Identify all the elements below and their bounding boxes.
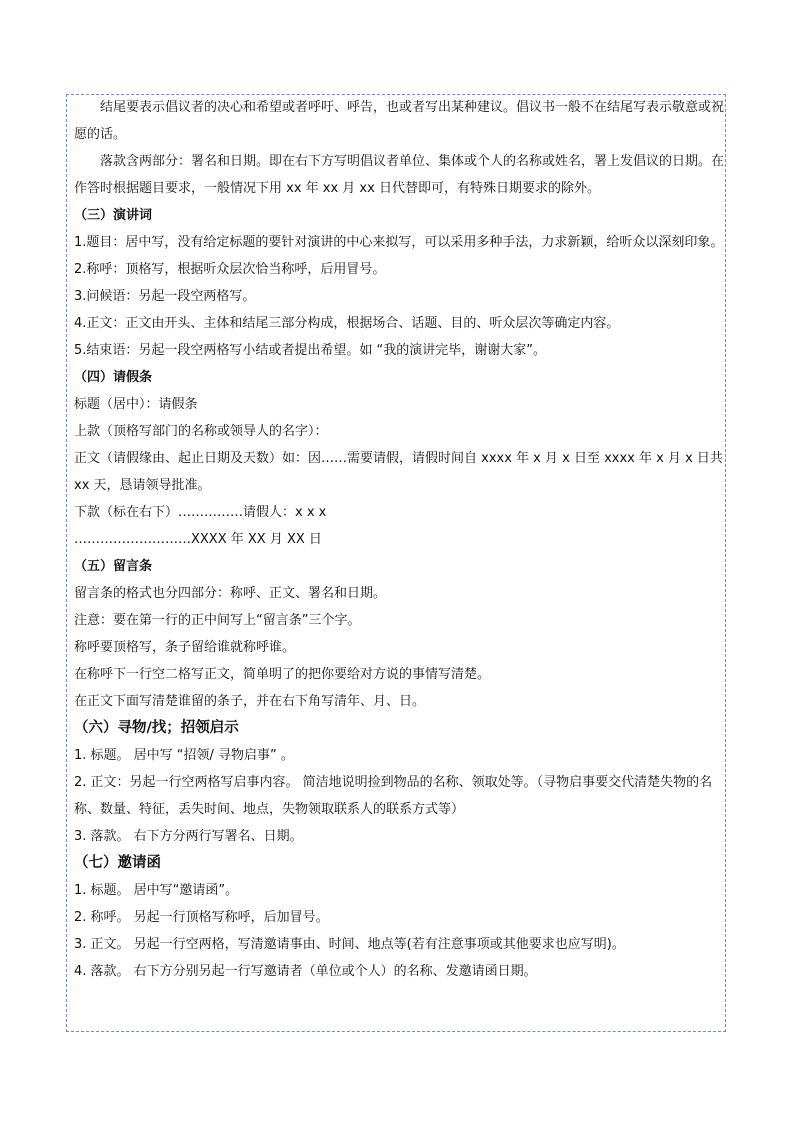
paragraph-signature: 落款含两部分：署名和日期。即在右下方写明倡议者单位、集体或个人的名称或姓名，署上发倡议的日期。在作答时根据题目要求，一般情况下用 xx 年 xx 月 xx 日代替即可，有特殊日期要求的除外。 bbox=[74, 154, 725, 196]
list-item: 3. 落款。 右下方分两行写署名、日期。 bbox=[74, 829, 303, 844]
list-item: 称呼要顶格写，条子留给谁就称呼谁。 bbox=[74, 640, 296, 655]
section-heading-lost-found: （六）寻物/找；招领启示 bbox=[74, 720, 239, 736]
list-item: 3.问候语：另起一段空两格写。 bbox=[74, 289, 256, 304]
list-item: 正文（请假缘由、起止日期及天数）如：因……需要请假，请假时间自 xxxx 年 x 月 x 日至 xxxx 年 x 月 x 日共 xx 天，恳请领导批准。 bbox=[74, 451, 723, 493]
section-heading-message-note: （五）留言条 bbox=[74, 559, 153, 574]
list-item: 上款（顶格写部门的名称或领导人的名字）： bbox=[74, 424, 328, 439]
list-item: 4.正文：正文由开头、主体和结尾三部分构成，根据场合、话题、目的、听众层次等确定内容。 bbox=[74, 316, 620, 331]
section-heading-invitation: （七）邀请函 bbox=[74, 855, 161, 871]
list-item: 在正文下面写清楚谁留的条子，并在右下角写清年、月、日。 bbox=[74, 694, 426, 709]
list-item: 2. 称呼。 另起一行顶格写称呼，后加冒号。 bbox=[74, 910, 329, 925]
list-item: 下款（标在右下）……………请假人：x x x bbox=[74, 505, 327, 520]
section-heading-speech: （三）演讲词 bbox=[74, 208, 153, 223]
list-item: 1. 标题。 居中写“邀请函”。 bbox=[74, 883, 239, 898]
list-item: 留言条的格式也分四部分：称呼、正文、署名和日期。 bbox=[74, 586, 387, 601]
document-content bbox=[74, 94, 724, 985]
list-item: 注意：要在第一行的正中间写上“留言条”三个字。 bbox=[74, 613, 361, 628]
list-item: ………………………XXXX 年 XX 月 XX 日 bbox=[74, 532, 322, 547]
list-item: 在称呼下一行空二格写正文，简单明了的把你要给对方说的事情写清楚。 bbox=[74, 667, 491, 682]
list-item: 1. 标题。 居中写 “招领/ 寻物启事” 。 bbox=[74, 748, 294, 763]
list-item: 2.称呼：顶格写，根据听众层次恰当称呼，后用冒号。 bbox=[74, 262, 386, 277]
list-item: 3. 正文。 另起一行空两格，写清邀请事由、时间、地点等(若有注意事项或其他要求也应写明)。 bbox=[74, 937, 625, 952]
list-item: 标题（居中）：请假条 bbox=[74, 397, 198, 412]
list-item: 4. 落款。 右下方分别另起一行写邀请者（单位或个人）的名称、发邀请函日期。 bbox=[74, 964, 537, 979]
list-item: 2. 正文：另起一行空两格写启事内容。 简洁地说明捡到物品的名称、领取处等。（寻物启事要交代清楚失物的名称、数量、特征，丢失时间、地点，失物领取联系人的联系方式等） bbox=[74, 775, 713, 817]
paragraph-ending: 结尾要表示倡议者的决心和希望或者呼吁、呼告，也或者写出某种建议。倡议书一般不在结尾写表示敬意或祝愿的话。 bbox=[74, 100, 725, 142]
list-item: 1.题目：居中写，没有给定标题的要针对演讲的中心来拟写，可以采用多种手法，力求新颖，给听众以深刻印象。 bbox=[74, 235, 724, 250]
list-item: 5.结束语：另起一段空两格写小结或者提出希望。如 “我的演讲完毕，谢谢大家”。 bbox=[74, 343, 547, 358]
section-heading-leave-note: （四）请假条 bbox=[74, 370, 153, 385]
